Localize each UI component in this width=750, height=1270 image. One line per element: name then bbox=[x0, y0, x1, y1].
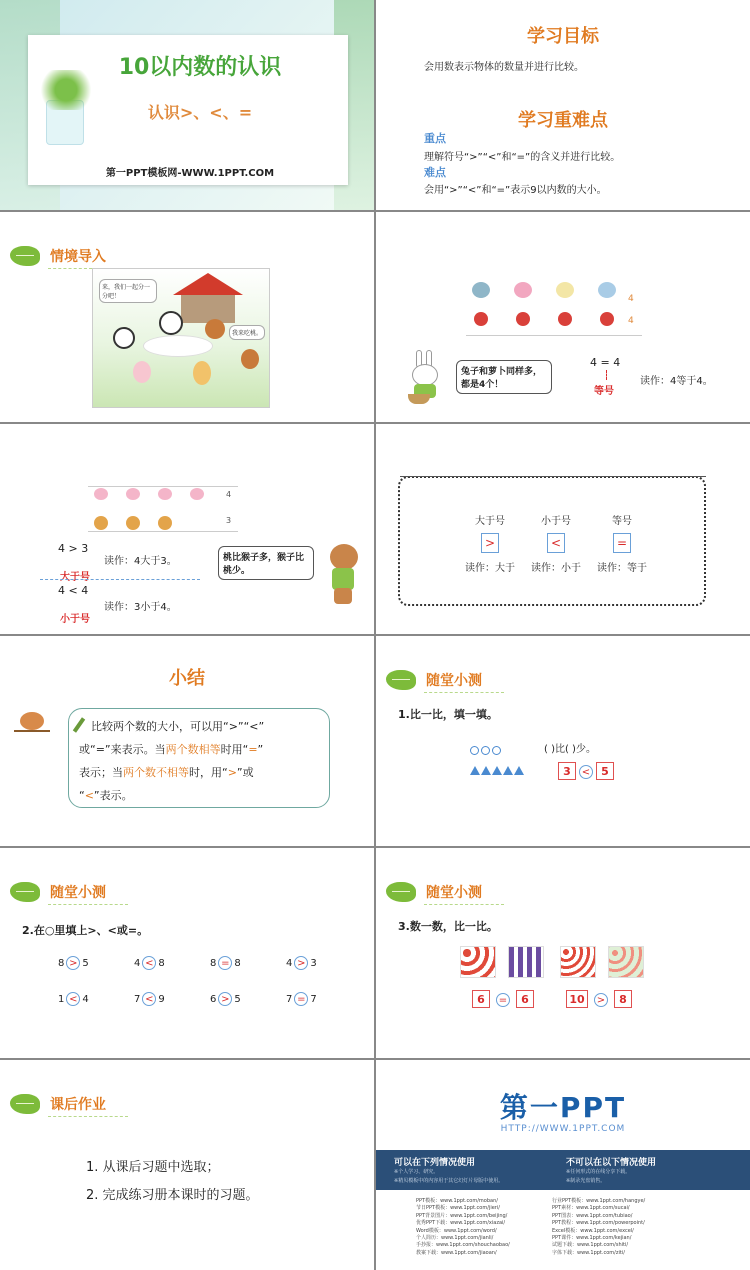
divider-line bbox=[40, 579, 200, 580]
quiz-right: 3 bbox=[310, 957, 317, 969]
speech-bubble-2: 我来吃桃。 bbox=[229, 325, 265, 340]
count-rabbits: 4 bbox=[628, 294, 634, 304]
monkey-icon bbox=[241, 349, 259, 369]
link-item[interactable]: 个人简历：www.1ppt.com/jianli/ bbox=[416, 1235, 494, 1242]
circle-icon bbox=[492, 746, 501, 755]
key-title: 学习重难点 bbox=[518, 110, 608, 131]
link-item[interactable]: PPT模板：www.1ppt.com/moban/ bbox=[416, 1198, 498, 1204]
quiz-op[interactable]: > bbox=[66, 956, 80, 970]
quiz-item bbox=[210, 992, 241, 1006]
fill-sentence: ( )比( )少。 bbox=[544, 744, 596, 755]
symbol-read: 读作：大于 bbox=[465, 563, 515, 574]
can-sub2: ※精贝模板中的内容用于其它幻灯片母版中使用。 bbox=[394, 1178, 504, 1184]
link-item[interactable]: Word模板：www.1ppt.com/word/ bbox=[416, 1227, 497, 1234]
link-item[interactable]: 试题下载：www.1ppt.com/shiti/ bbox=[552, 1242, 629, 1249]
question-text: 1.比一比，填一填。 bbox=[398, 708, 498, 721]
homework-line-2: 2. 完成练习册本课时的习题。 bbox=[86, 1188, 259, 1203]
summary-line-3: 表示；当两个数不相等时，用“>”或 bbox=[79, 766, 254, 779]
link-item[interactable]: PPT图表：www.1ppt.com/tubiao/ bbox=[552, 1212, 633, 1219]
summary-line-2: 或“=”来表示。当两个数相等时用“=” bbox=[79, 743, 264, 756]
link-item[interactable]: 教案下载：www.1ppt.com/jiaoan/ bbox=[416, 1249, 497, 1256]
symbol-name: 大于号 bbox=[475, 516, 505, 527]
frame-top-line bbox=[400, 476, 706, 477]
answer-right: 5 bbox=[596, 762, 614, 780]
quiz-op[interactable]: < bbox=[142, 992, 156, 1006]
compare-op: > bbox=[594, 993, 608, 1007]
quiz-right: 5 bbox=[234, 993, 241, 1005]
monkey-icon bbox=[205, 319, 225, 339]
bird-icon bbox=[14, 708, 50, 738]
summary-line-4: “<”表示。 bbox=[79, 789, 133, 802]
link-item[interactable]: Excel模板：www.1ppt.com/excel/ bbox=[552, 1227, 634, 1234]
gt-equation: 4 > 3 bbox=[58, 542, 89, 555]
compare-row-1 bbox=[472, 990, 534, 1008]
radish-card bbox=[608, 946, 644, 978]
panda-icon bbox=[159, 311, 183, 335]
slide-3-intro[interactable] bbox=[0, 212, 374, 422]
triangle-icon bbox=[492, 766, 502, 775]
slide-subtitle: 认识>、<、= bbox=[147, 103, 253, 122]
slide-7-summary[interactable] bbox=[0, 636, 374, 846]
rabbit-icon bbox=[598, 282, 616, 298]
question-text: 3.数一数，比一比。 bbox=[398, 920, 498, 933]
equation: 4 = 4 bbox=[590, 356, 621, 369]
speech-bubble-1: 来，我们一起分一分吧！ bbox=[99, 279, 157, 303]
cannot-title: 不可以在以下情况使用 bbox=[566, 1158, 657, 1168]
monkey-icon bbox=[126, 516, 140, 530]
strawberry-card bbox=[560, 946, 596, 978]
goal-text: 会用数表示物体的数量并进行比较。 bbox=[424, 62, 584, 73]
quiz-item bbox=[286, 992, 317, 1006]
quiz-op[interactable]: = bbox=[294, 992, 308, 1006]
radish-icon bbox=[516, 312, 530, 326]
compare-right: 6 bbox=[516, 990, 534, 1008]
diff-label: 难点 bbox=[424, 166, 446, 179]
link-item[interactable]: PPT背景图片：www.1ppt.com/beijing/ bbox=[416, 1212, 508, 1219]
heading-underline bbox=[48, 1116, 128, 1117]
quiz-op[interactable]: > bbox=[218, 992, 232, 1006]
link-item[interactable]: 优秀PPT下载：www.1ppt.com/xiazai/ bbox=[416, 1220, 506, 1227]
leaf-icon bbox=[10, 246, 40, 266]
answer-left: 3 bbox=[558, 762, 576, 780]
can-title: 可以在下列情况使用 bbox=[394, 1158, 476, 1168]
gt-read: 读作：4大于3。 bbox=[104, 556, 177, 567]
quiz-left: 8 bbox=[58, 957, 65, 969]
heading-underline bbox=[424, 904, 504, 905]
quiz-left: 4 bbox=[286, 957, 293, 969]
link-item[interactable]: 行业PPT模板：www.1ppt.com/hangye/ bbox=[552, 1198, 646, 1204]
count-peaches: 4 bbox=[226, 490, 232, 499]
quiz-item bbox=[210, 956, 241, 970]
homework-line-1: 1. 从课后习题中选取； bbox=[86, 1160, 220, 1175]
eq-pointer bbox=[606, 370, 607, 380]
quiz-left: 7 bbox=[286, 993, 293, 1005]
link-item[interactable]: 节日PPT模板：www.1ppt.com/jieri/ bbox=[416, 1205, 500, 1212]
can-sub: ※个人学习、研究。 bbox=[394, 1169, 439, 1175]
slide-11-homework[interactable] bbox=[0, 1060, 374, 1270]
quiz-item bbox=[58, 992, 89, 1006]
count-radishes: 4 bbox=[628, 316, 634, 326]
quiz-op[interactable]: > bbox=[294, 956, 308, 970]
rabbit-icon bbox=[556, 282, 574, 298]
compare-row-2 bbox=[566, 990, 632, 1008]
compare-op: = bbox=[496, 993, 510, 1007]
peach-icon bbox=[158, 488, 172, 500]
quiz-left: 7 bbox=[134, 993, 141, 1005]
quiz-op[interactable]: < bbox=[142, 956, 156, 970]
lt-name: 小于号 bbox=[60, 614, 90, 625]
monkey-icon bbox=[158, 516, 172, 530]
link-item[interactable]: PPT素材：www.1ppt.com/sucai/ bbox=[552, 1205, 630, 1212]
radish-icon bbox=[558, 312, 572, 326]
section-heading: 情境导入 bbox=[50, 249, 106, 265]
key-text: 理解符号“>”“<”和“=”的含义并进行比较。 bbox=[424, 152, 621, 163]
links-right bbox=[552, 1198, 702, 1257]
slide-12-brand[interactable] bbox=[376, 1060, 750, 1270]
answer-op: < bbox=[579, 765, 593, 779]
quiz-left: 8 bbox=[210, 957, 217, 969]
slide-8-quiz1[interactable] bbox=[376, 636, 750, 846]
symbol-box: = bbox=[613, 533, 631, 553]
summary-heading: 小结 bbox=[169, 668, 205, 689]
compare-right: 8 bbox=[614, 990, 632, 1008]
slide-1-title[interactable] bbox=[0, 0, 374, 210]
slide-6-symbols[interactable] bbox=[376, 424, 750, 634]
symbol-col-2 bbox=[526, 512, 586, 574]
cannot-sub2: ※制录光盘销售。 bbox=[566, 1178, 606, 1184]
diff-text: 会用“>”“<”和“=”表示9以内数的大小。 bbox=[424, 185, 607, 196]
plant-icon bbox=[36, 60, 96, 150]
key-label: 重点 bbox=[424, 132, 446, 145]
section-heading: 随堂小测 bbox=[50, 885, 106, 901]
quiz-op[interactable]: < bbox=[66, 992, 80, 1006]
eq-read: 读作：4等于4。 bbox=[640, 376, 713, 387]
symbol-read: 读作：小于 bbox=[531, 563, 581, 574]
compare-left: 6 bbox=[472, 990, 490, 1008]
section-heading: 随堂小测 bbox=[426, 885, 482, 901]
rabbit-mascot bbox=[406, 350, 446, 406]
lt-equation: 4 < 4 bbox=[58, 584, 89, 597]
heading-underline bbox=[424, 692, 504, 693]
slide-10-quiz3[interactable] bbox=[376, 848, 750, 1058]
link-item[interactable]: PPT课件：www.1ppt.com/kejian/ bbox=[552, 1235, 632, 1242]
slide-9-quiz2[interactable] bbox=[0, 848, 374, 1058]
quiz-item bbox=[286, 956, 317, 970]
symbol-name: 等号 bbox=[612, 516, 632, 527]
question-text: 2.在○里填上>、<或=。 bbox=[22, 924, 149, 937]
rabbit-icon bbox=[514, 282, 532, 298]
radish-icon bbox=[474, 312, 488, 326]
heading-underline bbox=[48, 904, 128, 905]
gt-name: 大于号 bbox=[60, 572, 90, 583]
links-left bbox=[416, 1198, 556, 1257]
leaf-icon bbox=[386, 670, 416, 690]
lt-read: 读作：3小于4。 bbox=[104, 602, 177, 613]
rabbit-icon bbox=[472, 282, 490, 298]
quiz-right: 5 bbox=[82, 957, 89, 969]
summary-box bbox=[68, 708, 330, 808]
eggplant-card bbox=[508, 946, 544, 978]
slide-4-equal[interactable] bbox=[376, 212, 750, 422]
monkey-icon bbox=[94, 516, 108, 530]
cannot-sub: ※任何形式的在线分享下载。 bbox=[566, 1169, 631, 1175]
quiz-right: 8 bbox=[158, 957, 165, 969]
quiz-right: 8 bbox=[234, 957, 241, 969]
monkey-mascot bbox=[322, 544, 366, 608]
link-item[interactable]: PPT教程：www.1ppt.com/powerpoint/ bbox=[552, 1220, 645, 1227]
circle-icon bbox=[481, 746, 490, 755]
table-icon bbox=[143, 335, 213, 357]
answer-row bbox=[558, 762, 614, 780]
triangle-icon bbox=[470, 766, 480, 775]
symbol-col-3 bbox=[592, 512, 652, 574]
link-item[interactable]: 手抄报：www.1ppt.com/shouchaobao/ bbox=[416, 1242, 510, 1249]
quiz-left: 6 bbox=[210, 993, 217, 1005]
brand-logo: 第一PPT bbox=[499, 1091, 627, 1124]
quiz-right: 9 bbox=[158, 993, 165, 1005]
scene-illustration bbox=[92, 268, 270, 408]
peach-icon bbox=[190, 488, 204, 500]
symbol-col-1 bbox=[460, 512, 520, 574]
count-monkeys: 3 bbox=[226, 516, 232, 525]
speech-bubble: 桃比猴子多，猴子比桃少。 bbox=[218, 546, 314, 580]
rabbit-icon bbox=[133, 361, 151, 383]
speech-bubble: 兔子和萝卜同样多，都是4个！ bbox=[456, 360, 552, 394]
symbol-box: < bbox=[547, 533, 565, 553]
triangle-icon bbox=[514, 766, 524, 775]
quiz-right: 7 bbox=[310, 993, 317, 1005]
section-heading: 课后作业 bbox=[50, 1097, 106, 1113]
symbol-read: 读作：等于 bbox=[597, 563, 647, 574]
brand-url: HTTP://WWW.1PPT.COM bbox=[500, 1124, 626, 1134]
summary-line-1: 比较两个数的大小，可以用“>”“<” bbox=[91, 720, 265, 733]
quiz-left: 4 bbox=[134, 957, 141, 969]
leaf-icon bbox=[386, 882, 416, 902]
quiz-right: 4 bbox=[82, 993, 89, 1005]
triangle-icon bbox=[503, 766, 513, 775]
usage-banner bbox=[376, 1150, 750, 1190]
child-icon bbox=[193, 361, 211, 385]
tomato-card bbox=[460, 946, 496, 978]
quiz-item bbox=[58, 956, 89, 970]
quiz-item bbox=[134, 956, 165, 970]
peach-icon bbox=[94, 488, 108, 500]
slide-title: 10以内数的认识 bbox=[118, 55, 282, 80]
leaf-icon bbox=[10, 882, 40, 902]
goal-title: 学习目标 bbox=[527, 26, 599, 47]
eq-name: 等号 bbox=[594, 386, 614, 397]
section-heading: 随堂小测 bbox=[426, 673, 482, 689]
panda-icon bbox=[113, 327, 135, 349]
site-text: 第一PPT模板网-WWW.1PPT.COM bbox=[105, 168, 275, 179]
circle-icon bbox=[470, 746, 479, 755]
compare-left: 10 bbox=[566, 990, 588, 1008]
symbol-name: 小于号 bbox=[541, 516, 571, 527]
house-icon bbox=[173, 273, 243, 323]
quiz-grid bbox=[58, 956, 348, 1016]
radish-icon bbox=[600, 312, 614, 326]
peach-icon bbox=[126, 488, 140, 500]
link-item[interactable]: 字体下载：www.1ppt.com/ziti/ bbox=[552, 1249, 625, 1256]
triangle-icon bbox=[481, 766, 491, 775]
quiz-op[interactable]: = bbox=[218, 956, 232, 970]
quiz-left: 1 bbox=[58, 993, 65, 1005]
slide-5-compare[interactable] bbox=[0, 424, 374, 634]
quiz-item bbox=[134, 992, 165, 1006]
slide-2-goals[interactable] bbox=[376, 0, 750, 210]
leaf-icon bbox=[10, 1094, 40, 1114]
symbol-box: > bbox=[481, 533, 499, 553]
